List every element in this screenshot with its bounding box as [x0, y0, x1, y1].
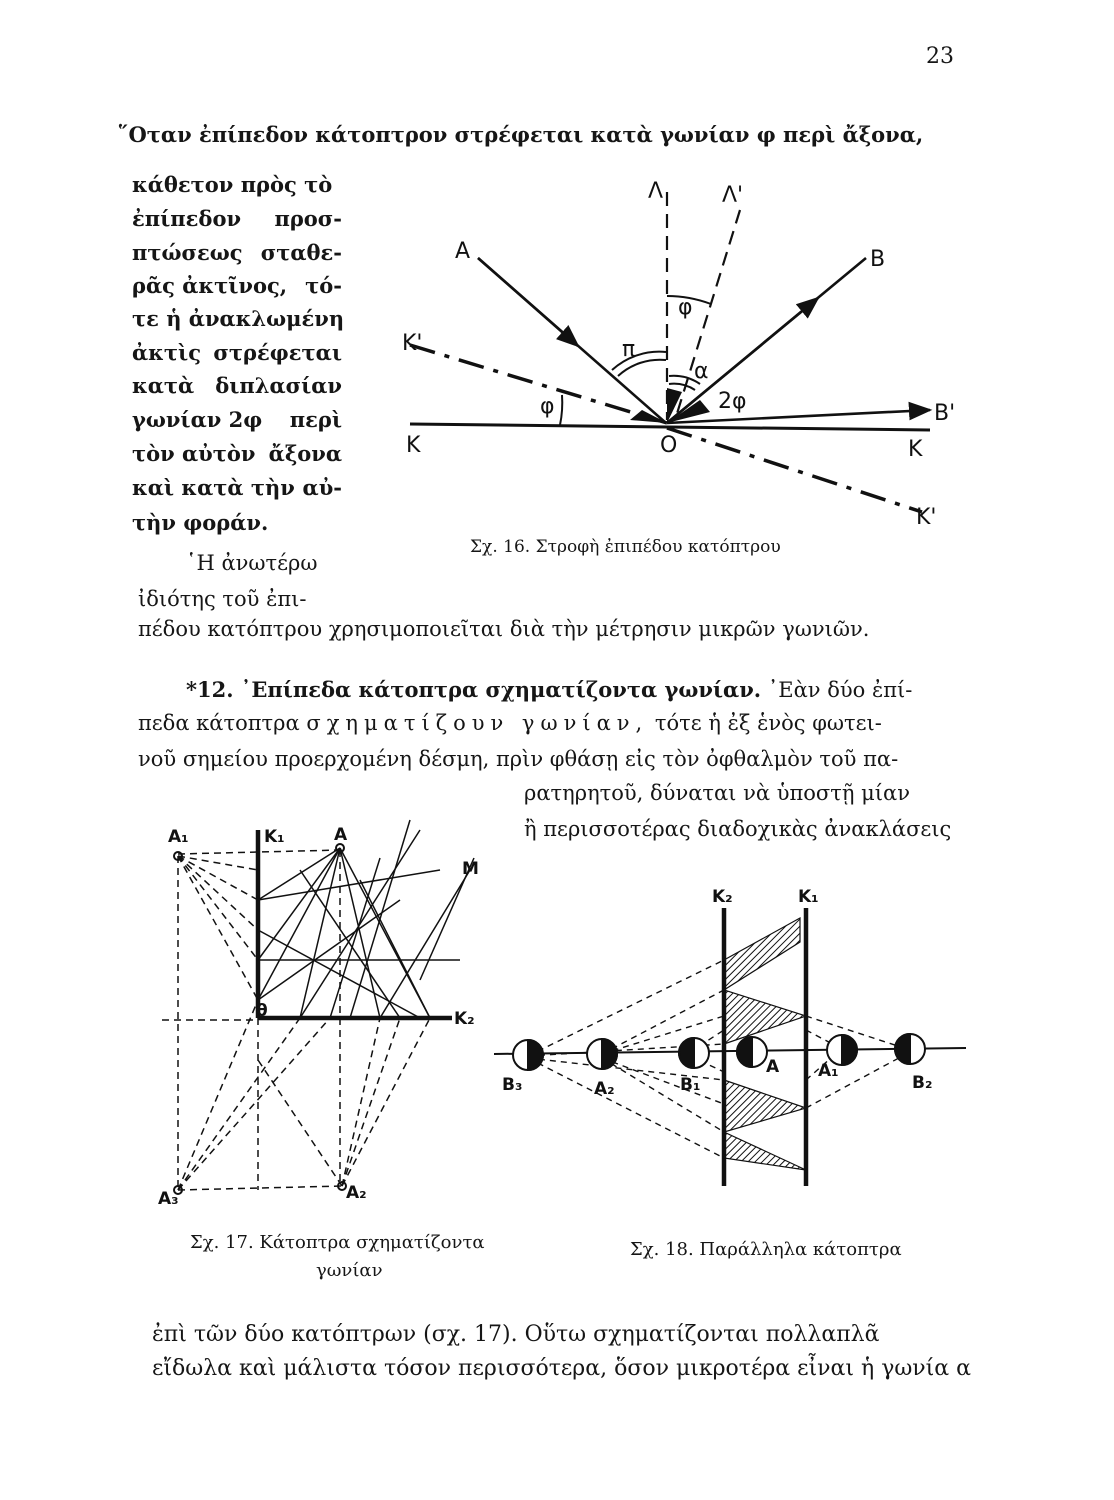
fig18-label-A1: A₁	[818, 1061, 839, 1081]
fig17-caption-line2: γωνίαν	[316, 1260, 383, 1281]
label-B-prime: B'	[934, 401, 956, 426]
label-phi-left: φ	[540, 394, 555, 419]
fig18-label-K2: K₂	[712, 887, 733, 907]
para1-col-word: αὐ-	[302, 475, 342, 500]
fig17-label-M: M	[462, 859, 479, 879]
para1-col-word: τὸν αὐτὸν	[132, 441, 256, 466]
fig17-label-theta: θ	[256, 1001, 268, 1021]
section-line4: ρατηρητοῦ, δύναται νὰ ὑποστῇ μίαν	[524, 781, 910, 805]
para1-col-word: τε ἡ ἀνακλωμένη	[132, 306, 345, 331]
para1-col-word: ἄξονα	[268, 441, 342, 466]
fig16-caption: Σχ. 16. Στροφὴ ἐπιπέδου κατόπτρου	[470, 537, 781, 557]
fig17-label-A3: A₃	[158, 1189, 179, 1209]
para1-col-word: διπλασίαν	[215, 373, 342, 398]
fig17-label-A2: A₂	[346, 1183, 367, 1203]
fig18-label-A2: A₂	[594, 1079, 615, 1099]
fig18-label-B1: B₁	[680, 1075, 701, 1095]
para1-col-word: τό-	[305, 273, 342, 298]
section-line5: ἢ περισσοτέρας διαδοχικὰς ἀνακλάσεις	[524, 817, 952, 841]
fig17-caption-line1: Σχ. 17. Κάτοπτρα σχηματίζοντα	[190, 1232, 485, 1253]
fig18-label-B2: B₂	[912, 1073, 933, 1093]
para1-col-word: κάθετον πρὸς τὸ	[132, 172, 333, 197]
fig18-label-B3: B₃	[502, 1075, 523, 1095]
label-K-prime-right: K'	[916, 505, 937, 530]
para1-col-word: ἐπίπεδον	[132, 206, 242, 231]
label-phi-top: φ	[678, 295, 693, 320]
fig17-label-K2: K₂	[454, 1009, 475, 1029]
section-line1-rest: ᾽Εὰν δύο ἐπί-	[761, 678, 913, 702]
label-O: O	[660, 433, 678, 458]
label-B: B	[870, 247, 886, 272]
fig17-label-K1: K₁	[264, 827, 285, 847]
label-A: A	[455, 239, 471, 264]
lower-beam	[724, 1080, 806, 1170]
para1-col-word: στρέφεται	[213, 340, 342, 365]
upper-beam	[724, 918, 806, 1044]
fig18-label-K1: K₁	[798, 887, 819, 907]
label-K-left: K	[406, 433, 421, 458]
label-K-prime-left: K'	[402, 331, 423, 356]
label-lambda: Λ	[648, 179, 664, 204]
para3-line1: ἐπὶ τῶν δύο κατόπτρων (σχ. 17). Οὕτω σχηματίζονται πολλαπλᾶ	[152, 1322, 880, 1347]
label-alpha: α	[694, 359, 709, 384]
section-line2-b: τότε ἡ ἐξ ἑνὸς φωτει-	[648, 711, 882, 735]
fig17-label-A: A	[334, 825, 348, 845]
para1-col-word: περὶ	[289, 407, 342, 432]
para1-line1: ῞Οταν ἐπίπεδον κάτοπτρον στρέφεται κατὰ γωνίαν φ περὶ ἄξονα,	[118, 122, 924, 147]
fig18-label-A: A	[766, 1057, 780, 1077]
para2-line3: πέδου κατόπτρου χρησιμοποιεῖται διὰ τὴν μέτρησιν μικρῶν γωνιῶν.	[138, 617, 870, 641]
para1-col-word: καὶ κατὰ τὴν	[132, 475, 295, 500]
para1-col-word: τὴν φοράν.	[132, 510, 269, 535]
fig18-caption: Σχ. 18. Παράλληλα κάτοπτρα	[630, 1239, 902, 1260]
page-number: 23	[926, 44, 954, 69]
fig17-label-A1: A₁	[168, 827, 189, 847]
section-line2-spaced: σχηματίζουν γωνίαν,	[306, 711, 649, 735]
section-heading: *12. ᾽Επίπεδα κάτοπτρα σχηματίζοντα γωνίαν.	[186, 677, 762, 702]
para1-col-word: ρᾶς ἀκτῖνος,	[132, 273, 288, 298]
label-two-phi: 2φ	[718, 389, 747, 414]
para2-line2: ἰδιότης τοῦ ἐπι-	[138, 587, 307, 611]
para1-col-word: κατὰ	[132, 373, 195, 398]
para1-col-word: ἀκτὶς	[132, 340, 201, 365]
label-K-right: K	[908, 437, 923, 462]
para3-line2: εἴδωλα καὶ μάλιστα τόσον περισσότερα, ὅσον μικροτέρα εἶναι ἡ γωνία α	[152, 1356, 971, 1381]
section-line2-a: πεδα κάτοπτρα	[138, 711, 307, 735]
para1-col-word: γωνίαν 2φ	[132, 407, 263, 432]
label-pi: π	[622, 337, 636, 362]
para2-line1: ῾Η ἀνωτέρω	[186, 551, 318, 575]
para1-col-word: πτώσεως	[132, 240, 243, 265]
label-lambda-prime: Λ'	[722, 183, 744, 208]
para1-col-word: σταθε-	[260, 240, 342, 265]
para1-col-word: προσ-	[274, 206, 342, 231]
section-line3: νοῦ σημείου προερχομένη δέσμη, πρὶν φθάσῃ εἰς τὸν ὀφθαλμὸν τοῦ πα-	[138, 747, 899, 771]
